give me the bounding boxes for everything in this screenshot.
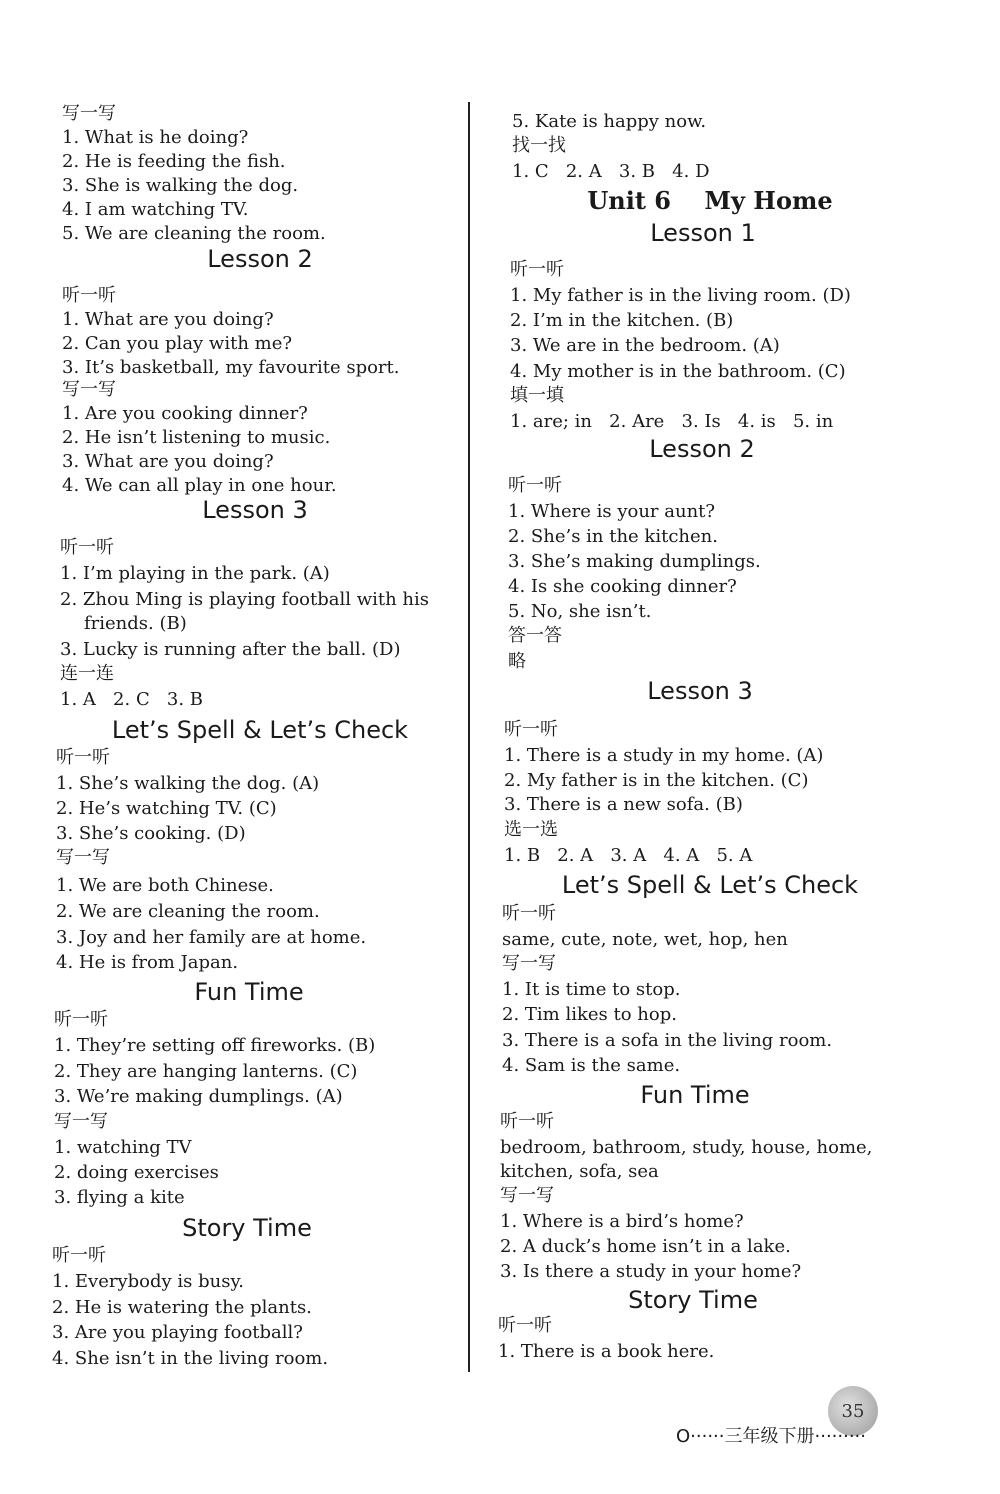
answer-line: 1. C 2. A 3. B 4. D bbox=[512, 161, 710, 182]
answer-line: 3. She is walking the dog. bbox=[62, 175, 299, 196]
answer-line: 1. Everybody is busy. bbox=[52, 1271, 244, 1292]
lesson-heading: Lesson 1 bbox=[650, 219, 756, 247]
answer-line: 2. I’m in the kitchen. (B) bbox=[510, 310, 734, 331]
answer-line: 2. They are hanging lanterns. (C) bbox=[54, 1061, 358, 1082]
page-number: 35 bbox=[841, 1400, 865, 1422]
answer-line: 1. Where is a bird’s home? bbox=[500, 1211, 744, 1232]
lesson-heading: Lesson 2 bbox=[649, 435, 755, 463]
section-label: 答一答 bbox=[508, 625, 562, 646]
answer-line: 2. He is watering the plants. bbox=[52, 1297, 312, 1318]
answer-line: 4. We can all play in one hour. bbox=[62, 475, 337, 496]
answer-line: 1. are; in 2. Are 3. Is 4. is 5. in bbox=[510, 411, 834, 432]
answer-line: 3. Lucky is running after the ball. (D) bbox=[60, 639, 401, 660]
lesson-heading: Let’s Spell & Let’s Check bbox=[111, 716, 409, 744]
lesson-heading: Story Time bbox=[182, 1214, 312, 1242]
section-label: 填一填 bbox=[510, 385, 564, 406]
unit-title: Unit 6 My Home bbox=[587, 186, 833, 215]
answer-line: bedroom, bathroom, study, house, home, bbox=[500, 1137, 873, 1158]
section-label: 写一写 bbox=[62, 379, 116, 400]
answer-line: 3. She’s cooking. (D) bbox=[56, 823, 246, 844]
answer-line: 2. My father is in the kitchen. (C) bbox=[504, 770, 809, 791]
answer-line: 3. Is there a study in your home? bbox=[500, 1261, 802, 1282]
section-label: 写一写 bbox=[500, 1185, 554, 1206]
answer-line: 1. A 2. C 3. B bbox=[60, 689, 204, 710]
answer-line: 1. What are you doing? bbox=[62, 309, 274, 330]
answer-line: 2. He’s watching TV. (C) bbox=[56, 798, 277, 819]
section-label: 写一写 bbox=[56, 847, 110, 868]
section-label: 听一听 bbox=[498, 1315, 552, 1336]
section-label: 找一找 bbox=[512, 135, 566, 156]
answer-line: 2. We are cleaning the room. bbox=[56, 901, 320, 922]
answer-line: 4. Sam is the same. bbox=[502, 1055, 681, 1076]
section-label: 写一写 bbox=[62, 103, 116, 124]
answer-line: 5. We are cleaning the room. bbox=[62, 223, 326, 244]
answer-line: 1. Are you cooking dinner? bbox=[62, 403, 308, 424]
answer-line: 5. Kate is happy now. bbox=[512, 111, 707, 132]
answer-line: 2. Can you play with me? bbox=[62, 333, 293, 354]
answer-line: 1. My father is in the living room. (D) bbox=[510, 285, 851, 306]
answer-line: 1. What is he doing? bbox=[62, 127, 249, 148]
answer-line: 4. My mother is in the bathroom. (C) bbox=[510, 361, 846, 382]
lesson-heading: Story Time bbox=[628, 1286, 758, 1314]
section-label: 听一听 bbox=[54, 1009, 108, 1030]
section-label: 听一听 bbox=[502, 903, 556, 924]
answer-line: 3. What are you doing? bbox=[62, 451, 274, 472]
answer-line: kitchen, sofa, sea bbox=[500, 1161, 659, 1182]
answer-line: 3. flying a kite bbox=[54, 1187, 185, 1208]
section-label: 选一选 bbox=[504, 819, 558, 840]
answer-line: 2. He is feeding the fish. bbox=[62, 151, 286, 172]
answer-line: 略 bbox=[508, 651, 526, 672]
column-divider bbox=[468, 102, 470, 1372]
footer-grade-label: O······三年级下册········· bbox=[676, 1426, 866, 1447]
answer-line: 5. No, she isn’t. bbox=[508, 601, 652, 622]
answer-line: 2. He isn’t listening to music. bbox=[62, 427, 331, 448]
answer-line: 2. Zhou Ming is playing football with his bbox=[60, 589, 430, 610]
answer-line: 3. Joy and her family are at home. bbox=[56, 927, 367, 948]
section-label: 连一连 bbox=[60, 663, 114, 684]
answer-line: 1. We are both Chinese. bbox=[56, 875, 274, 896]
answer-line: friends. (B) bbox=[84, 613, 187, 634]
lesson-heading: Fun Time bbox=[640, 1081, 750, 1109]
section-label: 写一写 bbox=[54, 1111, 108, 1132]
answer-line: 1. I’m playing in the park. (A) bbox=[60, 563, 330, 584]
answer-line: 1. It is time to stop. bbox=[502, 979, 681, 1000]
section-label: 听一听 bbox=[60, 537, 114, 558]
lesson-heading: Fun Time bbox=[194, 978, 304, 1006]
answer-line: 1. There is a book here. bbox=[498, 1341, 715, 1362]
lesson-heading: Lesson 3 bbox=[202, 496, 308, 524]
answer-line: 4. Is she cooking dinner? bbox=[508, 576, 737, 597]
answer-line: 3. It’s basketball, my favourite sport. bbox=[62, 357, 400, 378]
section-label: 听一听 bbox=[56, 747, 110, 768]
answer-line: 2. doing exercises bbox=[54, 1162, 219, 1183]
section-label: 听一听 bbox=[510, 259, 564, 280]
lesson-heading: Let’s Spell & Let’s Check bbox=[561, 871, 859, 899]
section-label: 听一听 bbox=[62, 285, 116, 306]
answer-line: 3. Are you playing football? bbox=[52, 1322, 303, 1343]
section-label: 听一听 bbox=[508, 475, 562, 496]
answer-line: 4. He is from Japan. bbox=[56, 952, 239, 973]
answer-line: 3. There is a sofa in the living room. bbox=[502, 1030, 833, 1051]
answer-line: 1. B 2. A 3. A 4. A 5. A bbox=[504, 845, 753, 866]
lesson-heading: Lesson 3 bbox=[647, 677, 753, 705]
answer-line: 3. There is a new sofa. (B) bbox=[504, 794, 743, 815]
answer-line: 4. I am watching TV. bbox=[62, 199, 249, 220]
answer-line: 2. A duck’s home isn’t in a lake. bbox=[500, 1236, 791, 1257]
answer-line: 3. We are in the bedroom. (A) bbox=[510, 335, 780, 356]
answer-line: 3. She’s making dumplings. bbox=[508, 551, 761, 572]
answer-line: same, cute, note, wet, hop, hen bbox=[502, 929, 788, 950]
answer-line: 1. She’s walking the dog. (A) bbox=[56, 773, 320, 794]
answer-line: 1. Where is your aunt? bbox=[508, 501, 716, 522]
section-label: 听一听 bbox=[52, 1245, 106, 1266]
section-label: 听一听 bbox=[500, 1111, 554, 1132]
section-label: 写一写 bbox=[502, 953, 556, 974]
page-footer bbox=[676, 1400, 996, 1456]
answer-line: 1. They’re setting off fireworks. (B) bbox=[54, 1035, 376, 1056]
lesson-heading: Lesson 2 bbox=[207, 245, 313, 273]
section-label: 听一听 bbox=[504, 719, 558, 740]
answer-line: 2. Tim likes to hop. bbox=[502, 1004, 677, 1025]
answer-line: 1. There is a study in my home. (A) bbox=[504, 745, 824, 766]
answer-line: 2. She’s in the kitchen. bbox=[508, 526, 718, 547]
answer-line: 4. She isn’t in the living room. bbox=[52, 1348, 329, 1369]
answer-line: 1. watching TV bbox=[54, 1137, 192, 1158]
answer-line: 3. We’re making dumplings. (A) bbox=[54, 1086, 343, 1107]
